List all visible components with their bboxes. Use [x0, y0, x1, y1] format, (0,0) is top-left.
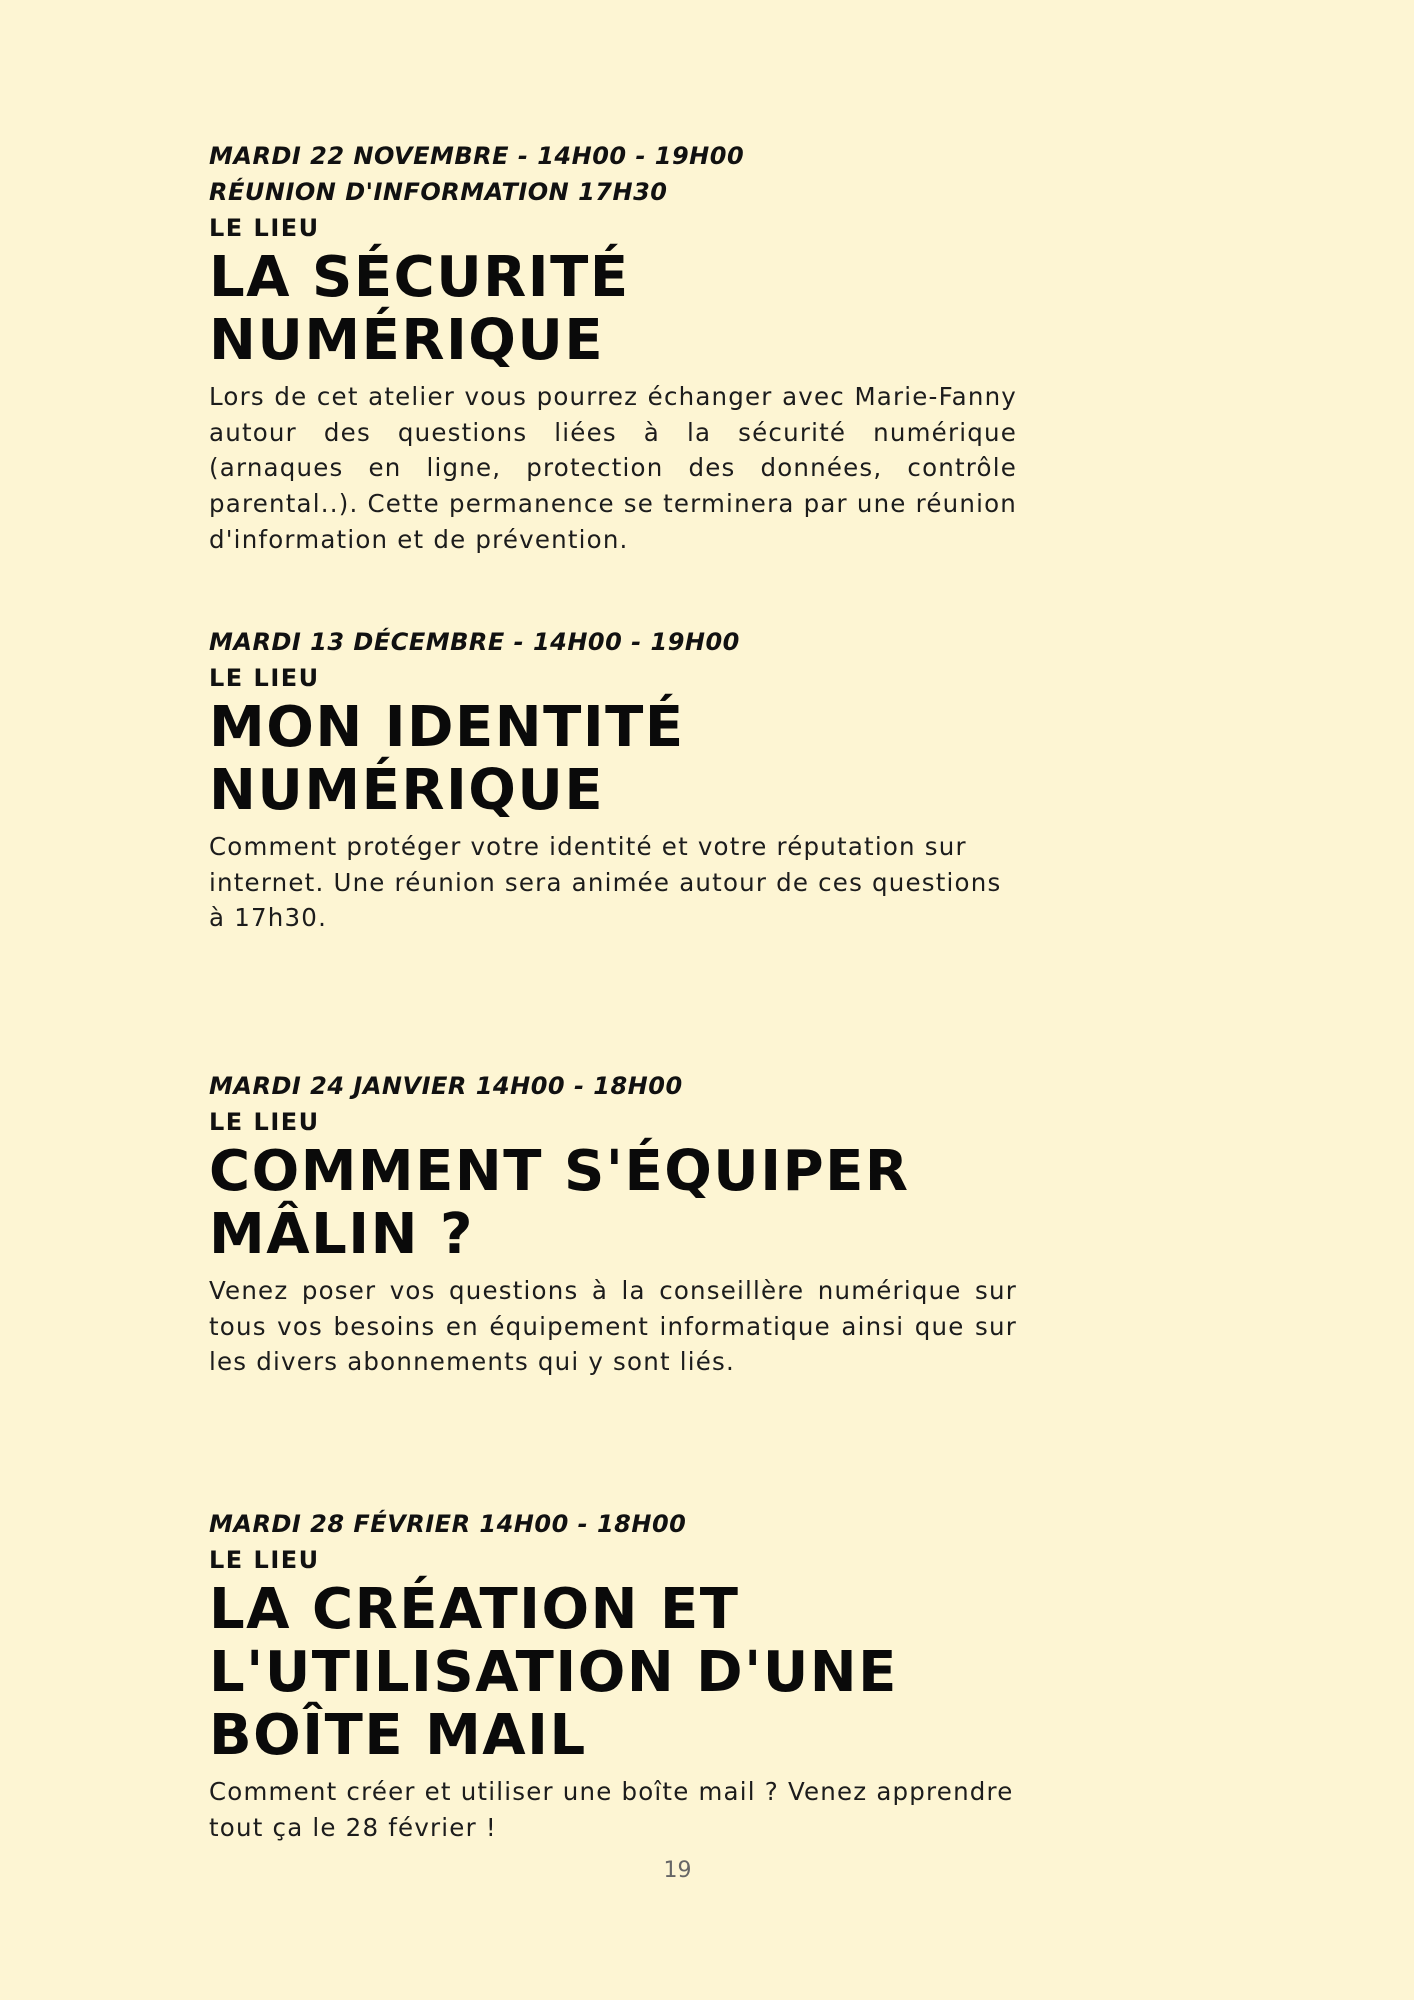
- event-description: Lors de cet atelier vous pourrez échanger avec Marie-Fanny autour des questions liées à la sécurité numérique (arnaques en ligne, protection des données, contrôle parental..). Cette permanence se terminera par une réunion d'information et de prévention.: [209, 382, 1017, 554]
- event-date: MARDI 13 DÉCEMBRE - 14H00 - 19H00: [209, 628, 740, 656]
- event-description: Comment protéger votre identité et votre réputation sur internet. Une réunion sera animée autour de ces questions à 17h30.: [209, 832, 1002, 933]
- event-equiper-malin: [209, 1068, 1017, 1380]
- event-identite-numerique: [209, 624, 1017, 936]
- event-title: LA CRÉATION ET L'UTILISATION D'UNE BOÎTE MAIL: [209, 1577, 898, 1768]
- event-date: MARDI 22 NOVEMBRE - 14H00 - 19H00: [209, 142, 745, 170]
- event-title: MON IDENTITÉ NUMÉRIQUE: [209, 695, 685, 823]
- page-number: 19: [663, 1858, 692, 1883]
- event-description: Comment créer et utiliser une boîte mail ? Venez apprendre tout ça le 28 février !: [209, 1777, 1014, 1842]
- event-title: COMMENT S'ÉQUIPER MÂLIN ?: [209, 1139, 910, 1267]
- event-securite-numerique: [209, 138, 1017, 558]
- event-place: LE LIEU: [209, 1108, 320, 1136]
- event-meeting-time: RÉUNION D'INFORMATION 17H30: [209, 178, 668, 206]
- event-date: MARDI 24 JANVIER 14H00 - 18H00: [209, 1072, 683, 1100]
- event-boite-mail: [209, 1506, 1017, 1845]
- event-description: Venez poser vos questions à la conseillère numérique sur tous vos besoins en équipement informatique ainsi que sur les divers abonnements qui y sont liés.: [209, 1276, 1017, 1377]
- event-place: LE LIEU: [209, 214, 320, 242]
- event-place: LE LIEU: [209, 664, 320, 692]
- event-date: MARDI 28 FÉVRIER 14H00 - 18H00: [209, 1510, 687, 1538]
- event-title: LA SÉCURITÉ NUMÉRIQUE: [209, 245, 630, 373]
- event-place: LE LIEU: [209, 1546, 320, 1574]
